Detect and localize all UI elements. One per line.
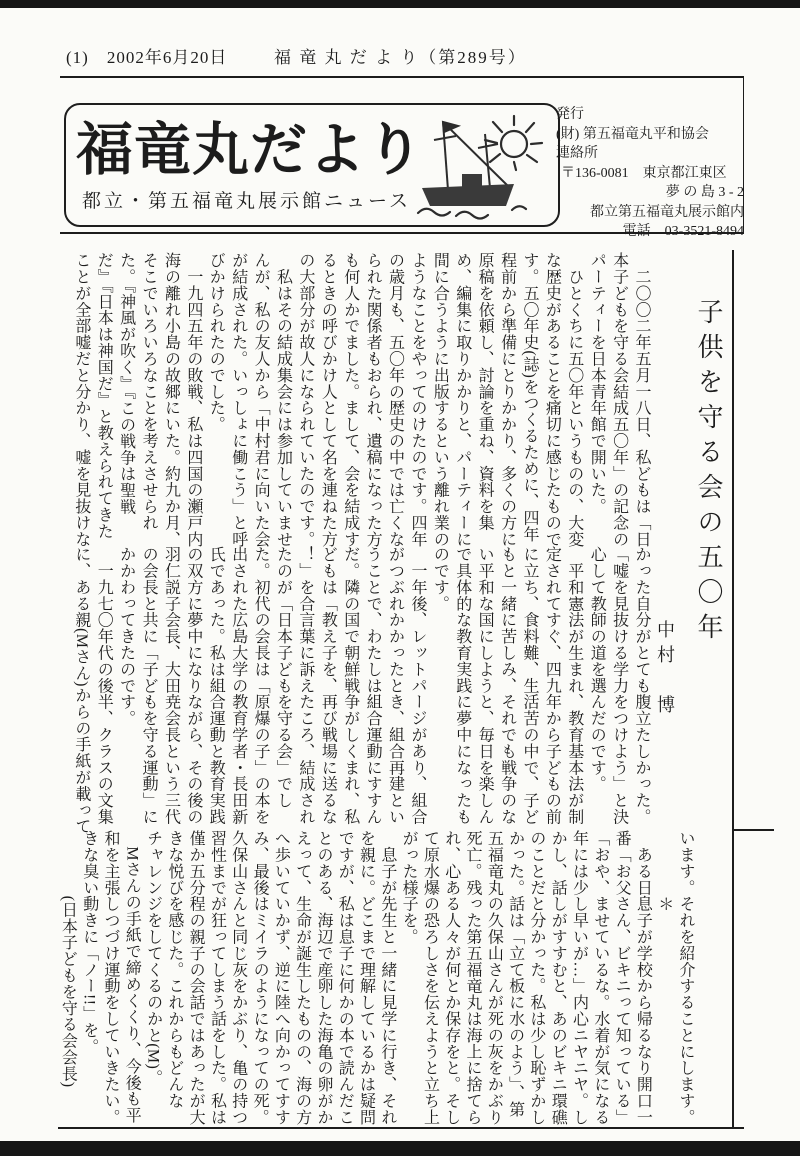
text-column: 本子どもを守る会結成五〇年」の記念の bbox=[610, 252, 628, 548]
text-column: ある日息子が学校から帰るなり開口一 bbox=[634, 830, 652, 1126]
body-rule-tick bbox=[732, 829, 774, 831]
text-column: とのある、海辺で産卵した海亀の卵がか bbox=[314, 830, 332, 1126]
text-column: み、最後はミイラのようになっての死。 bbox=[251, 830, 269, 1126]
text-band-3 bbox=[56, 830, 696, 1130]
text-column: 原稿を依頼し、討論を重ね、資料を集 bbox=[476, 252, 494, 531]
publisher-line: 発行 bbox=[556, 107, 584, 122]
header-rule-top bbox=[60, 76, 744, 78]
top-scan-bar bbox=[0, 0, 800, 8]
text-column: ＊ bbox=[655, 830, 673, 912]
text-column: 羽仁説子会長、大田尭会長という三代 bbox=[162, 546, 180, 825]
text-column: の大部分が故人になられていたのです。 bbox=[296, 252, 314, 548]
publisher-line: (財) 第五福竜丸平和協会 bbox=[556, 126, 709, 142]
text-column: きな臭い動きに「ノー!!」を。 bbox=[80, 830, 98, 1055]
text-column: に、ある親(Mさん)からの手紙が載って bbox=[72, 546, 90, 835]
text-column: 和を主張しつづけ運動をしていきたい。 bbox=[101, 830, 119, 1126]
text-column: ようなことをやってのけたのです。四年 bbox=[408, 252, 426, 548]
text-column: て原水爆の恐ろしさを伝えようと立ち上 bbox=[421, 830, 439, 1126]
text-column: 二〇〇二年五月一八日、私どもは「日 bbox=[633, 252, 650, 548]
text-column: えって、生命が誕生したものの、海の方 bbox=[293, 830, 311, 1126]
text-column: パーティーを日本青年館で開いた。 bbox=[588, 252, 606, 515]
text-column: れ、心ある人々が何とか保存をと。そし bbox=[442, 830, 460, 1126]
text-column: のです。 bbox=[431, 546, 449, 612]
publisher-line: 〒136-0081 東京都江東区 bbox=[561, 165, 727, 181]
text-column: ですが、私は息子に何かの本で読んだこ bbox=[336, 830, 354, 1126]
text-column: た。『神風が吹く』『この戦争は聖戦 bbox=[117, 252, 135, 515]
text-column: の歳月も、五〇年の歴史の中では亡くな bbox=[386, 252, 404, 548]
text-column: のことだと分かった。私は少し恥ずかし bbox=[527, 830, 545, 1126]
text-column: がった様子を。 bbox=[400, 830, 418, 945]
text-column: で具体的な教育実践に夢中になったも bbox=[453, 546, 471, 825]
text-column: す。五〇年史(誌)をつくるために、四年 bbox=[520, 252, 538, 543]
text-column: 海の離れ小島の故郷にいた。約九か月、 bbox=[162, 252, 180, 548]
text-column: 氏であった。私は組合運動と教育実践 bbox=[207, 546, 225, 825]
text-column: (日本子どもを守る会会長) bbox=[59, 830, 77, 1088]
text-column: 程前から準備にとりかかり、多くの方に bbox=[498, 252, 516, 548]
text-column: 番「お父さん、ビキニって知っている」 bbox=[613, 830, 631, 1126]
publisher-line: 電話 03-3521-8494 bbox=[622, 224, 744, 239]
text-column: の双方に夢中になりながら、その後の bbox=[184, 546, 202, 825]
text-column: 出された広島大学の教育学者・長田新 bbox=[229, 546, 247, 825]
text-column: かった。話は「立て板に水のよう」、第 bbox=[506, 830, 524, 1118]
text-column: かかわってきたのです。 bbox=[117, 546, 135, 727]
text-column: そこでいろいろなことを考えさせられ bbox=[140, 252, 158, 531]
text-column: ことが全部嘘だと分かり、嘘を見抜けな bbox=[72, 252, 90, 548]
text-column: だ』『日本は神国だ』と教えられてきた bbox=[95, 252, 113, 540]
text-column: 間に合うように出版するという離れ業の bbox=[431, 252, 449, 548]
ship-sun-icon bbox=[416, 110, 558, 224]
text-column: びかけられたのでした。 bbox=[207, 252, 225, 433]
text-column: 心して教師の道を選んだのです。 bbox=[588, 546, 606, 792]
publisher-line: 都立第五福竜丸展示館内 bbox=[590, 204, 744, 220]
text-column: います。それを紹介することにします。 bbox=[677, 830, 694, 1126]
text-column: 一年後、レットパージがあり、組合 bbox=[408, 546, 426, 825]
text-column: 「嘘を見抜ける学力をつけよう」と決 bbox=[610, 546, 628, 825]
text-column: どもは「教え子を、再び戦場に送るな bbox=[319, 546, 337, 825]
publisher-line: 連絡所 bbox=[556, 146, 598, 161]
text-column: 死亡。残った第五福竜丸は海上に捨てら bbox=[464, 830, 482, 1126]
header-issue-title: 福 竜 丸 だ よ り（第289号） bbox=[274, 48, 527, 67]
masthead-subtitle: 都立・第五福竜丸展示館ニュース bbox=[82, 191, 412, 212]
text-column: 定されてすぐ、四九年から子どもの前 bbox=[543, 546, 561, 825]
text-column: たのが「日本子どもを守る会」でし bbox=[274, 546, 292, 809]
text-column: 五福竜丸の久保山さんが死の灰をかぶり bbox=[485, 830, 503, 1126]
text-column: るときの呼びかけ人として名を連ねた方 bbox=[319, 252, 337, 548]
text-column: んが、私の友人から「中村君に向いた会 bbox=[252, 252, 270, 548]
text-column: もと一緒に苦しみ、それでも戦争のな bbox=[498, 546, 516, 825]
article-title: 子供を守る会の五〇年 bbox=[694, 298, 723, 648]
bottom-scan-bar bbox=[0, 1141, 800, 1156]
text-column: 私はその結成集会には参加していませ bbox=[274, 252, 292, 548]
text-band-1 bbox=[70, 252, 652, 548]
text-column: た。初代の会長は「原爆の子」の本を bbox=[252, 546, 270, 825]
text-column: 年には少し早いが…」内心ニヤニヤ。し bbox=[570, 830, 588, 1126]
text-column: うことで、わたしは組合運動にすすん bbox=[364, 546, 382, 825]
text-column: ひとくちに五〇年というものの、大変 bbox=[565, 252, 583, 548]
text-column: チャレンジをしてくるのかと(M)。 bbox=[144, 830, 162, 1086]
text-column: に立ち、食料難、生活苦の中で、子ど bbox=[520, 546, 538, 825]
text-column: 一九七〇年代の後半、クラスの文集 bbox=[95, 546, 113, 825]
masthead-title: 福竜丸だより bbox=[76, 119, 424, 182]
text-column: の会長と共に「子どもを守る運動」に bbox=[140, 546, 158, 825]
text-column: きな悦びを感じた。これからもどんな bbox=[165, 830, 183, 1109]
text-column: ！」を合言葉に訴えたころ、結成され bbox=[296, 546, 314, 825]
text-column: が結成された。いっしょに働こう」と呼 bbox=[229, 252, 247, 548]
article-author: 中村 博 bbox=[655, 620, 675, 720]
text-column: だ。隣の国で朝鮮戦争がしくまれ、私 bbox=[341, 546, 359, 825]
text-column: 息子が先生と一緒に見学に行き、それ bbox=[378, 830, 396, 1126]
publisher-block bbox=[556, 105, 746, 242]
page-number-and-date: (1) 2002年6月20日 bbox=[66, 48, 228, 67]
text-column: へ歩いていかず、逆に陸へ向かってすす bbox=[272, 830, 290, 1126]
text-column: 平和憲法が生まれ、教育基本法が制 bbox=[565, 546, 583, 825]
text-column: も何人かでました。まして、会を結成す bbox=[341, 252, 359, 548]
text-column: い平和な国にしようと、毎日を楽しん bbox=[476, 546, 494, 825]
text-column: を親に。どこまで理解しているかは疑問 bbox=[357, 830, 375, 1126]
text-band-2 bbox=[70, 546, 652, 835]
publisher-line: 夢 の 島 3 - 2 bbox=[665, 185, 744, 200]
text-column: 習性までが狂ってしまう話をした。私は bbox=[208, 830, 226, 1126]
text-column: Mさんの手紙で締めくくり、今後も平 bbox=[123, 830, 141, 1124]
body-rule-right bbox=[732, 250, 734, 1128]
text-column: 僅か五分程の親子の会話ではあったが大 bbox=[187, 830, 205, 1126]
text-column: かった自分がとても腹立たしかった。 bbox=[633, 546, 650, 825]
text-column: 一九四五年の敗戦、私は四国の瀬戸内 bbox=[184, 252, 202, 548]
text-column: な歴史があることを痛切に感じたもので bbox=[543, 252, 561, 548]
text-column: られた関係者もおられ、遺稿になった方 bbox=[364, 252, 382, 548]
text-column: め、編集に取りかかりと、パーティーに bbox=[453, 252, 471, 548]
text-column: 「おや、ませているな。水着が気になる bbox=[591, 830, 609, 1126]
text-column: がつぶれかかったとき、組合再建とい bbox=[386, 546, 404, 825]
text-column: 久保山さんと同じ灰をかぶり、亀の持つ bbox=[229, 830, 247, 1126]
text-column: かし、話しがすすむと、あのビキニ環礁 bbox=[549, 830, 567, 1126]
